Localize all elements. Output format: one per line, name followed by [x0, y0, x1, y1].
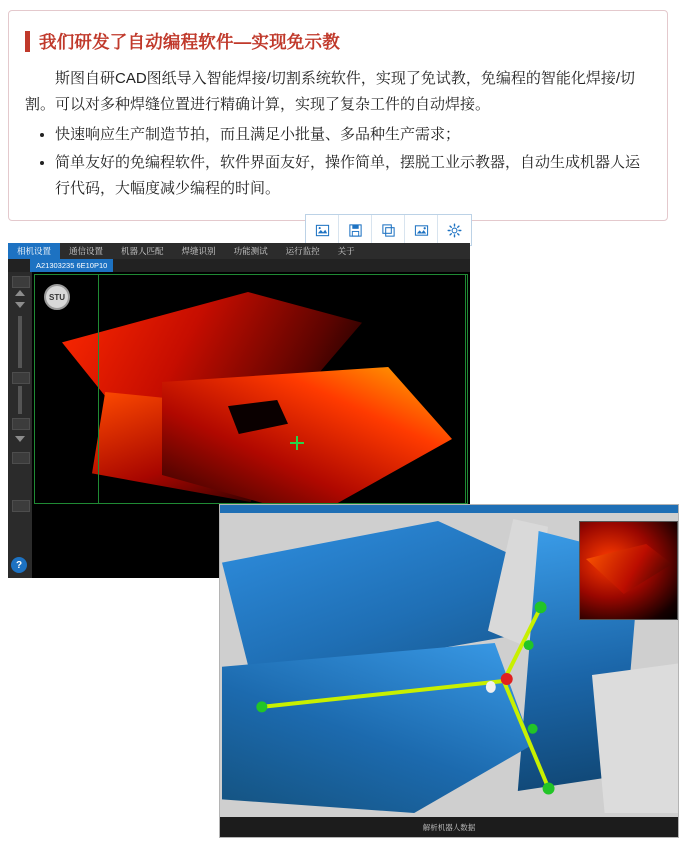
rail-button-5[interactable] [12, 500, 30, 512]
point-cloud-titlebar [220, 505, 678, 513]
point-cloud-canvas[interactable] [220, 513, 678, 818]
rail-button-3[interactable] [12, 418, 30, 430]
rail-arrow-up-icon[interactable] [15, 290, 25, 296]
rail-arrow-down-icon-2[interactable] [15, 436, 25, 442]
crosshair-marker-icon [290, 436, 304, 450]
tab-camera-settings[interactable]: 相机设置 [8, 243, 60, 259]
article-paragraph: 斯图自研CAD图纸导入智能焊接/切割系统软件，实现了免试教，免编程的智能化焊接/切割。可以对多种焊缝位置进行精确计算，实现了复杂工件的自动焊接。 [25, 70, 636, 113]
background-plate-b [592, 663, 678, 813]
list-item: • 简单友好的免编程软件，软件界面友好，操作简单，摆脱工业示教器，自动生成机器人运行代码，大幅度减少编程的时间。 [55, 150, 651, 202]
article-card [8, 10, 668, 221]
article-headline [25, 29, 651, 54]
tab-robot-matching[interactable]: 机器人匹配 [121, 246, 164, 256]
help-button[interactable]: ? [11, 557, 27, 573]
settings-gear-icon[interactable] [438, 215, 471, 245]
list-item: • 快速响应生产制造节拍，而且满足小批量、多品种生产需求； [55, 122, 651, 148]
device-serial-bar [8, 259, 470, 272]
point-cloud-plate-b [222, 643, 532, 813]
article-bullet-list [25, 122, 651, 202]
inset-laser-shard [586, 544, 672, 594]
image-insert-icon[interactable] [405, 215, 438, 245]
camera-preview-inset[interactable] [579, 521, 678, 620]
tab-about[interactable]: 关于 [337, 246, 355, 256]
rail-arrow-down-icon[interactable] [15, 302, 25, 308]
tab-function-test[interactable]: 功能测试 [233, 246, 268, 256]
rail-button-1[interactable] [12, 276, 30, 288]
status-text: 解析机器人数据 [422, 822, 476, 832]
tab-weld-seam-recognition[interactable]: 焊缝识别 [181, 246, 216, 256]
save-icon[interactable] [339, 215, 372, 245]
copy-icon[interactable] [372, 215, 405, 245]
rail-button-4[interactable] [12, 452, 30, 464]
vendor-logo: STU [44, 284, 70, 310]
roi-guide-line-right [465, 275, 466, 504]
point-cloud-window [219, 504, 679, 838]
roi-frame [34, 274, 468, 504]
roi-guide-line-left [98, 275, 99, 504]
headline-accent-bar [25, 31, 30, 52]
image-toolbar[interactable] [305, 214, 472, 246]
status-bar [220, 817, 678, 837]
tab-communication-settings[interactable]: 通信设置 [69, 246, 104, 256]
rail-button-2[interactable] [12, 372, 30, 384]
rail-slider-2[interactable] [18, 386, 22, 414]
left-control-rail[interactable] [8, 272, 33, 578]
headline-text: 我们研发了自动编程软件—实现免示教 [39, 32, 340, 52]
device-serial-chip[interactable]: A21303235 6E10P10 [30, 259, 113, 272]
rail-slider-1[interactable] [18, 316, 22, 368]
app-menubar[interactable] [8, 243, 470, 259]
image-export-icon[interactable] [306, 215, 339, 245]
tab-run-monitor[interactable]: 运行监控 [285, 246, 320, 256]
